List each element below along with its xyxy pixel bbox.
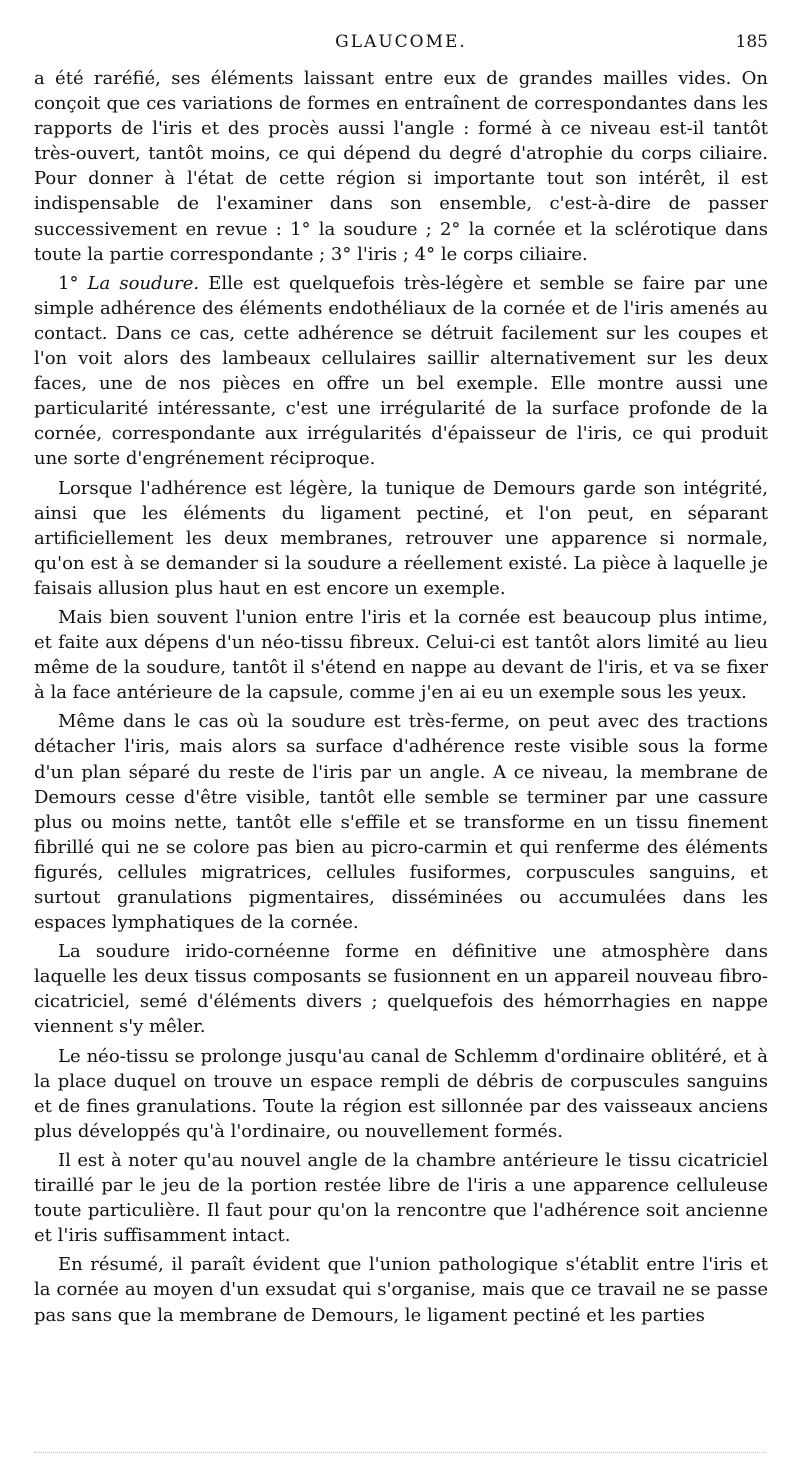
paragraph-text: La soudure irido-cornéenne forme en définitive une atmosphère dans laquelle les deux tissus composants se fusionnent en un appareil nouveau fibro-cicatriciel, semé d'éléments divers ; quelquefois des hémorrhagies en nappe viennent s'y mêler. <box>34 941 768 1038</box>
page-bottom-specks <box>34 1444 766 1453</box>
paragraph-text: a été raréfié, ses éléments laissant entre eux de grandes mailles vides. On conçoit que ces variations de formes en entraînent de correspondantes dans les rapports de l'iris et des procès aussi l'angle : formé à ce niveau est-il tantôt très-ouvert, tantôt moins, ce qui dépend du degré d'atrophie du corps ciliaire. Pour donner à l'état de cette région si importante tout son intérêt, il est indispensable de l'examiner dans son ensemble, c'est-à-dire de passer successivement en revue : 1° la soudure ; 2° la cornée et la sclérotique dans toute la partie correspondante ; 3° l'iris ; 4° le corps ciliaire. <box>34 68 768 265</box>
body-text <box>34 66 768 1328</box>
paragraph-2 <box>34 271 768 472</box>
paragraph-text: Même dans le cas où la soudure est très-ferme, on peut avec des tractions détacher l'iris, mais alors sa surface d'adhérence reste visible sous la forme d'un plan séparé du reste de l'iris par un angle. A ce niveau, la membrane de Demours cesse d'être visible, tantôt elle semble se terminer par une cassure plus ou moins nette, tantôt elle s'effile et se transforme en un tissu finement fibrillé qui ne se colore pas bien au picro-carmin et qui renferme des éléments figurés, cellules migratrices, cellules fusiformes, corpuscules sanguins, et surtout granulations pigmentaires, disséminées ou accumulées dans les espaces lymphatiques de la cornée. <box>34 711 768 934</box>
paragraph-3 <box>34 476 768 601</box>
paragraph-text: Elle est quelquefois très-légère et semble se faire par une simple adhérence des éléments endothéliaux de la cornée et de l'iris amenés au contact. Dans ce cas, cette adhérence se détruit facilement sur les coupes et l'on voit alors des lambeaux cellulaires saillir alternativement sur les deux faces, une de nos pièces en offre un bel exemple. Elle montre aussi une particularité intéressante, c'est une irrégularité de la surface profonde de la cornée, correspondante aux irrégularités d'épaisseur de l'iris, ce qui produit une sorte d'engrénement réciproque. <box>34 272 768 470</box>
running-title: GLAUCOME. <box>335 32 467 52</box>
paragraph-6 <box>34 939 768 1039</box>
page-number: 185 <box>735 32 768 52</box>
paragraph-text: Mais bien souvent l'union entre l'iris et la cornée est beaucoup plus intime, et faite aux dépens d'un néo-tissu fibreux. Celui-ci est tantôt alors limité au lieu même de la soudure, tantôt il s'étend en nappe au devant de l'iris, et va se fixer à la face antérieure de la capsule, comme j'en ai eu un exemple sous les yeux. <box>34 606 768 704</box>
paragraph-7 <box>34 1044 768 1144</box>
book-page <box>34 30 768 1332</box>
paragraph-text: Il est à noter qu'au nouvel angle de la chambre antérieure le tissu cicatriciel tiraillé par le jeu de la portion restée libre de l'iris a une apparence celluleuse toute particulière. Il faut pour qu'on la rencontre que l'adhérence soit ancienne et l'iris suffisamment intact. <box>34 1149 768 1247</box>
section-number: 1° <box>58 272 79 294</box>
section-title: La soudure. <box>87 272 200 294</box>
paragraph-text: Le néo-tissu se prolonge jusqu'au canal de Schlemm d'ordinaire oblitéré, et à la place duquel on trouve un espace rempli de débris de corpuscules sanguins et de fines granulations. Toute la région est sillonnée par des vaisseaux anciens plus développés qu'à l'ordinaire, ou nouvellement formés. <box>34 1045 768 1142</box>
paragraph-9 <box>34 1252 768 1327</box>
page-header <box>34 30 768 58</box>
paragraph-4 <box>34 605 768 705</box>
paragraph-8 <box>34 1148 768 1248</box>
paragraph-5 <box>34 709 768 935</box>
paragraph-1 <box>34 66 768 267</box>
paragraph-text: En résumé, il paraît évident que l'union pathologique s'établit entre l'iris et la cornée au moyen d'un exsudat qui s'organise, mais que ce travail ne se passe pas sans que la membrane de Demours, le ligament pectiné et les parties <box>34 1254 768 1326</box>
paragraph-text: Lorsque l'adhérence est légère, la tunique de Demours garde son intégrité, ainsi que les éléments du ligament pectiné, et l'on peut, en séparant artificiellement les deux membranes, retrouver une apparence si normale, qu'on est à se demander si la soudure a réellement existé. La pièce à laquelle je faisais allusion plus haut en est encore un exemple. <box>34 477 768 599</box>
